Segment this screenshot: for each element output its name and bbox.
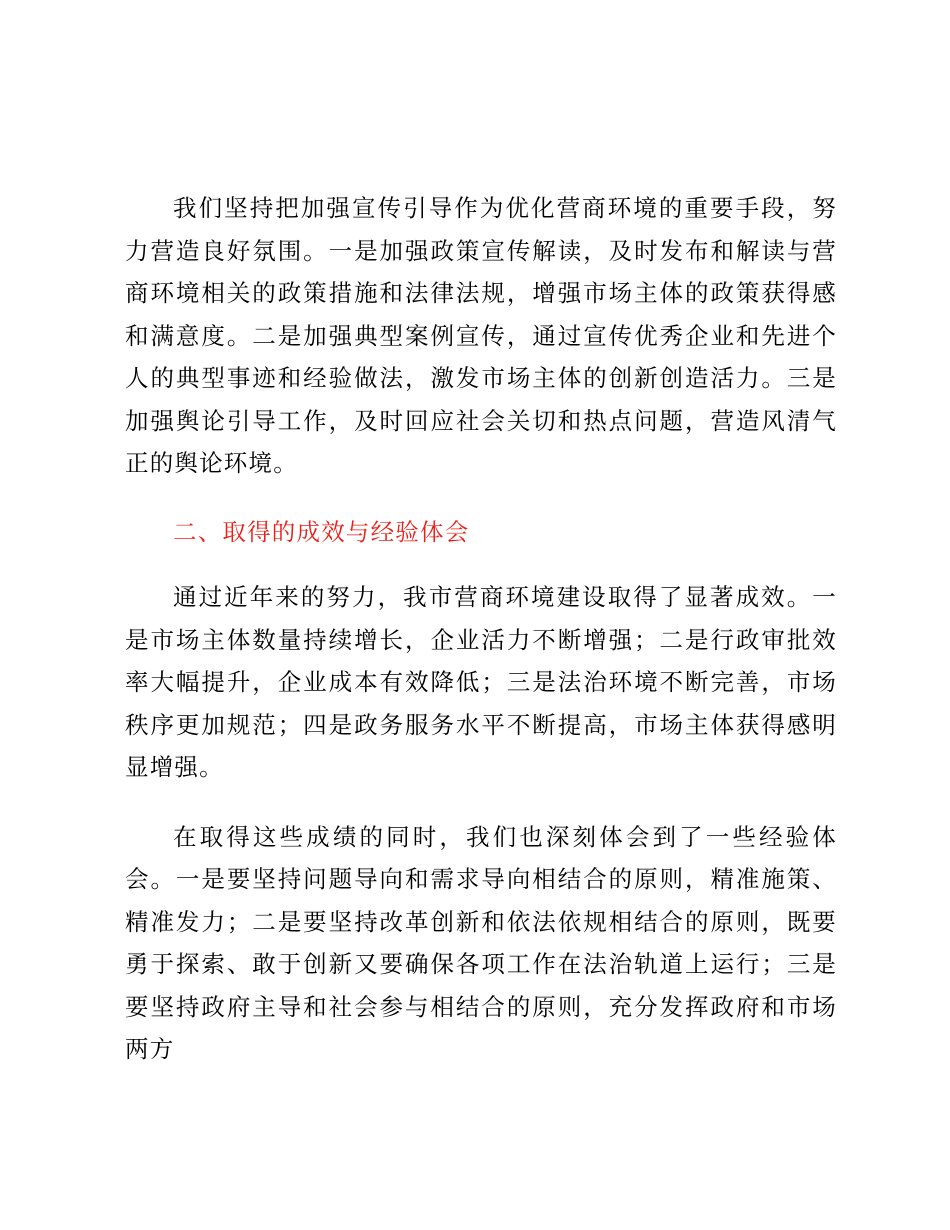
section-heading: 二、取得的成效与经验体会 xyxy=(173,517,470,546)
paragraph-publicity-guidance: 我们坚持把加强宣传引导作为优化营商环境的重要手段，努力营造良好氛围。一是加强政策宣传解读，及时发布和解读与营商环境相关的政策措施和法律法规，增强市场主体的政策获得感和满意度。二是加强典型案例宣传，通过宣传优秀企业和先进个人的典型事迹和经验做法，激发市场主体的创新创造活力。三是加强舆论引导工作，及时回应社会关切和热点问题，营造风清气正的舆论环境。 xyxy=(125,194,837,477)
document-page xyxy=(125,187,837,1071)
paragraph-achievements: 通过近年来的努力，我市营商环境建设取得了显著成效。一是市场主体数量持续增长，企业活力不断增强；二是行政审批效率大幅提升，企业成本有效降低；三是法治环境不断完善，市场秩序更加规范；四是政务服务水平不断提高，市场主体获得感明显增强。 xyxy=(125,583,837,781)
paragraph-experience: 在取得这些成绩的同时，我们也深刻体会到了一些经验体会。一是要坚持问题导向和需求导向相结合的原则，精准施策、精准发力；二是要坚持改革创新和依法依规相结合的原则，既要勇于探索、敢于创新又要确保各项工作在法治轨道上运行；三是要坚持政府主导和社会参与相结合的原则，充分发挥政府和市场两方 xyxy=(125,822,837,1063)
